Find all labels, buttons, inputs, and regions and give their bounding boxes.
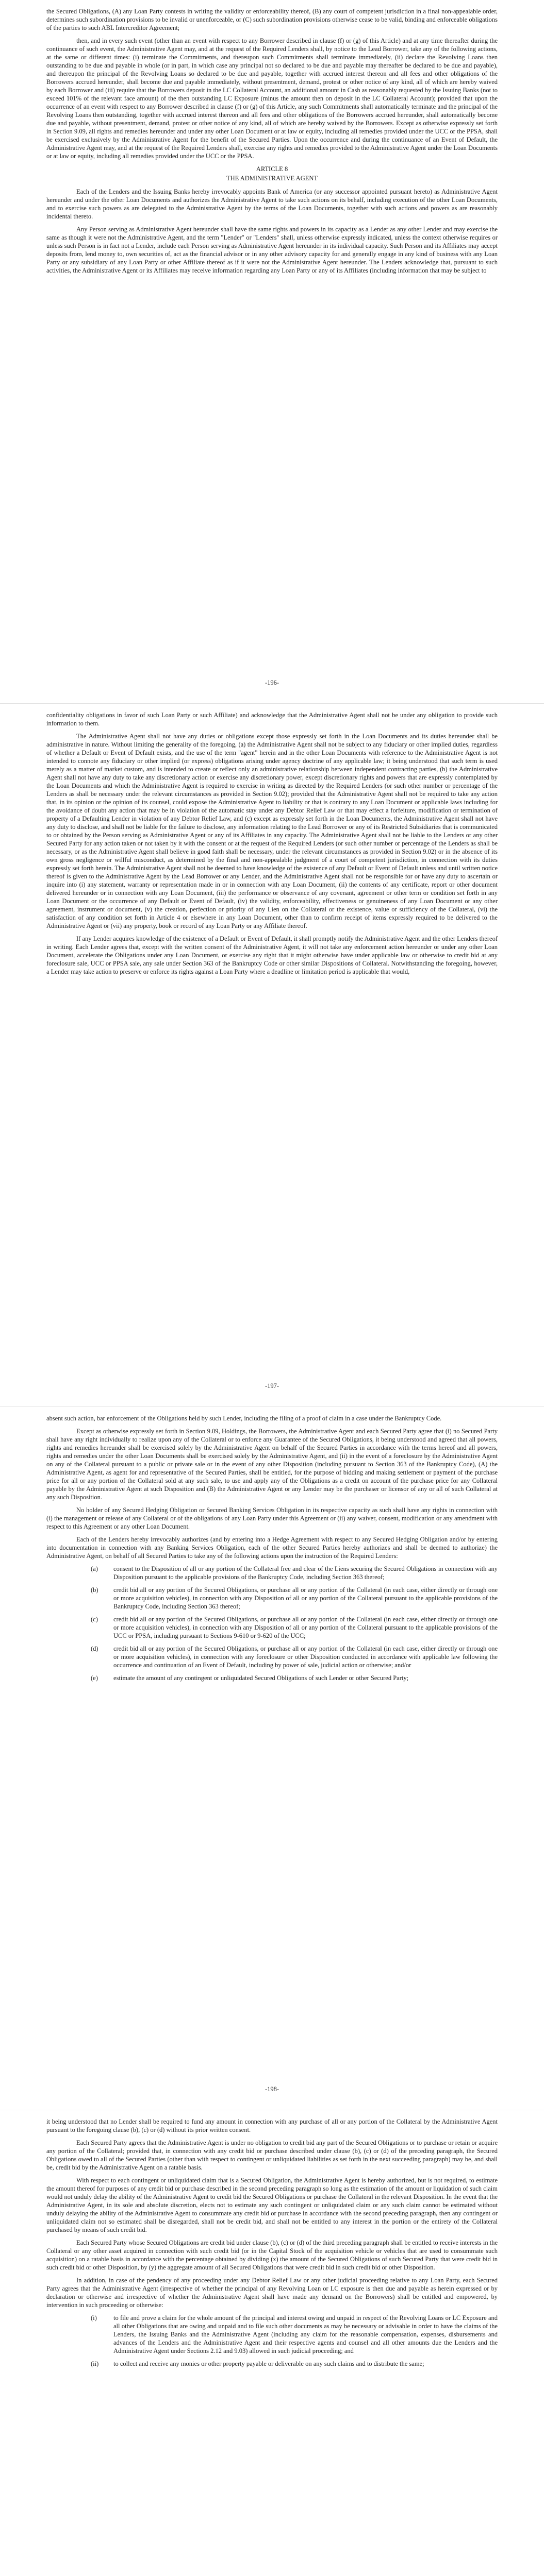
clause-item [46,2360,498,2368]
clause-marker: (b) [91,1586,98,1594]
clause-marker: (i) [91,2314,97,2321]
paragraph: Any Person serving as Administrative Agent hereunder shall have the same rights and powers in its capacity as a Lender as any other Lender and may exercise the same as though it were not the Administrative Agent, and the term "Lender" or "Lenders" shall, unless otherwise expressly indicated, unless the context otherwise requires or unless such Person is in fact not a Lender, include each Person serving as Administrative Agent hereunder in its individual capacity. Such Person and its Affiliates may accept deposits from, lend money to, own securities of, act as the financial advisor or in any other advisory capacity for and generally engage in any kind of business with any Loan Party or any subsidiary of any Loan Party or other Affiliate thereof as if it were not the Administrative Agent hereunder. The Lenders acknowledge that, pursuant to such activities, the Administrative Agent or its Affiliates may receive information regarding any Loan Party or any of its Affiliates (including information that may be subject to [46,226,498,274]
paragraph: If any Lender acquires knowledge of the existence of a Default or Event of Default, it shall promptly notify the Administrative Agent and the other Lenders thereof in writing. Each Lender agrees that, except with the written consent of the Administrative Agent, it will not take any enforcement action hereunder or under any other Loan Document, accelerate the Obligations under any Loan Document, or exercise any right that it might otherwise have under applicable law or otherwise to credit bid at any foreclosure sale, UCC or PPSA sale, any sale under Section 363 of the Bankruptcy Code or other similar Dispositions of Collateral. Notwithstanding the foregoing, however, a Lender may take action to preserve or enforce its rights against a Loan Party where a deadline or limitation period is applicable that would, [46,935,498,975]
clause-item [46,1674,498,1682]
clause-text: credit bid all or any portion of the Secured Obligations, or purchase all or any portion of the Collateral (in each case, either directly or through one or more acquisition vehicles), in connection with any Disposition of all or any portion of the Collateral pursuant to the applicable provisions of the UCC or PPSA, including pursuant to Sections 9-610 or 9-620 of the UCC; [113,1616,498,1639]
paragraph: In addition, in case of the pendency of any proceeding under any Debtor Relief Law or any other judicial proceeding relative to any Loan Party, each Secured Party agrees that the Administrative Agent (irrespective of whether the principal of any Revolving Loan or LC exposure is then due and payable as herein expressed or by declaration or otherwise and irrespective of whether the Administrative Agent shall have made any demand on the Borrowers) shall be entitled and empowered, by intervention in such proceeding or otherwise: [46,2277,498,2309]
page-number: -198- [265,2086,279,2093]
article-title: THE ADMINISTRATIVE AGENT [226,175,318,182]
clause-text: credit bid all or any portion of the Secured Obligations, or purchase all or any portion of the Collateral (in each case, either directly or through one or more acquisition vehicles), in connection with any Disposition of all or any portion of the Collateral pursuant to the applicable provisions of the Bankruptcy Code, including Section 363 thereof; [113,1586,498,1610]
paragraph: With respect to each contingent or unliquidated claim that is a Secured Obligation, the Administrative Agent is hereby authorized, but is not required, to estimate the amount thereof for purposes of any credit bid or purchase described in the second preceding paragraph so long as the estimation of the amount or liquidation of such claim would not unduly delay the ability of the Administrative Agent to credit bid the Secured Obligations or purchase the Collateral in the relevant Disposition. In the event that the Administrative Agent, in its sole and absolute discretion, elects not to estimate any such contingent or unliquidated claim or any such claim cannot be estimated without unduly delaying the ability of the Administrative Agent to consummate any credit bid or purchase in accordance with the second preceding paragraph, then any contingent or unliquidated claim not so estimated shall be disregarded, shall not be credit bid, and shall not be entitled to any interest in the portion or the entirety of the Collateral purchased by means of such credit bid. [46,2177,498,2233]
clause-text: to collect and receive any monies or other property payable or deliverable on any such claims and to distribute the same; [113,2360,424,2367]
paragraph: Each Secured Party agrees that the Administrative Agent is under no obligation to credit bid any part of the Secured Obligations or to purchase or retain or acquire any portion of the Collateral; provided that, in connection with any credit bid or purchase described under clause (b), (c) or (d) of the preceding paragraph, the Secured Obligations owed to all of the Secured Parties (other than with respect to contingent or unliquidated liabilities as set forth in the next succeeding paragraph) may be, and shall be, credit bid by the Administrative Agent on a ratable basis. [46,2139,498,2171]
paragraph: Each of the Lenders hereby irrevocably authorizes (and by entering into a Hedge Agreement with respect to any Secured Hedging Obligation and/or by entering into documentation in connection with any Banking Services Obligation, each of the other Secured Parties hereby authorizes and shall be deemed to authorize) the Administrative Agent, on behalf of all Secured Parties to take any of the following actions upon the instruction of the Required Lenders: [46,1536,498,1560]
clause-text: estimate the amount of any contingent or unliquidated Secured Obligations of such Lender or other Secured Party; [113,1674,409,1682]
clause-item [46,1615,498,1640]
clause-item [46,1586,498,1611]
document-page-198 [0,1406,544,2110]
paragraph: Each of the Lenders and the Issuing Banks hereby irrevocably appoints Bank of America (or any successor appointed pursuant hereto) as Administrative Agent hereunder and under the other Loan Documents and authorizes the Administrative Agent to take such actions on its behalf, including execution of the other Loan Documents, and to exercise such powers as are delegated to the Administrative Agent by the terms of the Loan Documents, together with such actions and powers as are reasonably incidental thereto. [46,188,498,220]
clause-marker: (ii) [91,2360,99,2367]
paragraph: absent such action, bar enforcement of the Obligations held by such Lender, including the filing of a proof of claim in a case under the Bankruptcy Code. [46,1415,442,1422]
document-page-196 [0,0,544,703]
clause-marker: (e) [91,1674,98,1682]
clause-item [46,2314,498,2355]
page-number: -197- [265,1382,279,1389]
clause-marker: (c) [91,1616,98,1623]
clause-text: consent to the Disposition of all or any portion of the Collateral free and clear of the Liens securing the Secured Obligations in connection with any Disposition pursuant to the applicable provisions of the Bankruptcy Code, including Section 363 thereof; [113,1565,498,1581]
paragraph: it being understood that no Lender shall be required to fund any amount in connection with any purchase of all or any portion of the Collateral by the Administrative Agent pursuant to the foregoing clause (b), (c) or (d) without its prior written consent. [46,2118,498,2133]
clause-text: credit bid all or any portion of the Secured Obligations, or purchase all or any portion of the Collateral (in each case, either directly or through one or more acquisition vehicles), in connection with any foreclosure or other Disposition conducted in accordance with applicable law following the occurrence and continuation of an Event of Default, including by power of sale, judicial action or otherwise; and/or [113,1645,498,1669]
clause-marker: (d) [91,1645,98,1652]
clause-item [46,1645,498,1669]
page-number: -196- [265,679,279,686]
paragraph: the Secured Obligations, (A) any Loan Party contests in writing the validity or enforceability thereof, (B) any court of competent jurisdiction in a final non-appealable order, determines such subordination provisions to be invalid or unenforceable, or (C) such subordination provisions otherwise cease to be valid, binding and enforceable obligations of the parties to such ABL Intercreditor Agreement; [46,8,498,31]
paragraph: confidentiality obligations in favor of such Loan Party or such Affiliate) and acknowledge that the Administrative Agent shall not be under any obligation to provide such information to them. [46,711,498,727]
article-heading: ARTICLE 8 [256,165,288,173]
document-page-197 [0,703,544,1406]
clause-item [46,1565,498,1581]
paragraph: then, and in every such event (other than an event with respect to any Borrower described in clause (f) or (g) of this Article) and at any time thereafter during the continuance of such event, the Administrative Agent may, and at the request of the Required Lenders shall, by notice to the Lead Borrower, take any of the following actions, at the same or different times: (i) terminate the Commitments, and thereupon such Commitments shall terminate immediately, (ii) declare the Revolving Loans then outstanding to be due and payable in whole (or in part, in which case any principal not so declared to be due and payable may thereafter be declared to be due and payable), and thereupon the principal of the Revolving Loans so declared to be due and payable, together with accrued interest thereon and all fees and other obligations of the Borrowers accrued hereunder, shall become due and payable immediately, without presentment, demand, protest or other notice of any kind, all of which are hereby waived by each Borrower and (iii) require that the Borrowers deposit in the LC Collateral Account, an additional amount in Cash as reasonably requested by the Issuing Banks (not to exceed 101% of the relevant face amount) of the then outstanding LC Exposure (minus the amount then on deposit in the LC Collateral Account); provided that upon the occurrence of an event with respect to any Borrower described in clause (f) or (g) of this Article, any such Commitments shall automatically terminate and the principal of the Revolving Loans then outstanding, together with accrued interest thereon and all fees and other obligations of the Borrowers accrued hereunder, shall automatically become due and payable, without presentment, demand, protest or other notice of any kind, all of which are hereby waived by the Borrowers. Except as otherwise expressly set forth in Section 9.09, all rights and remedies hereunder and under any other Loan Document or at law or equity, including all remedies provided under the UCC or the PPSA, shall be exercised exclusively by the Administrative Agent for the benefit of the Secured Parties. Upon the occurrence and during the continuance of an Event of Default, the Administrative Agent may, and at the request of the Required Lenders shall, exercise any rights and remedies provided to the Administrative Agent under the Loan Documents or at law or equity, including all remedies provided under the UCC or the PPSA. [46,37,498,160]
clause-marker: (a) [91,1565,98,1572]
paragraph: Except as otherwise expressly set forth in Section 9.09, Holdings, the Borrowers, the Administrative Agent and each Secured Party agree that (i) no Secured Party shall have any right individually to realize upon any of the Collateral or to enforce any Guarantee of the Secured Obligations, it being understood and agreed that all powers, rights and remedies hereunder shall be exercised solely by the Administrative Agent on behalf of the Secured Parties in accordance with the terms hereof and all powers, rights and remedies under the other Loan Documents shall be exercised solely by the Administrative Agent, and (ii) in the event of a foreclosure by the Administrative Agent on any of the Collateral pursuant to a public or private sale or in the event of any other Disposition (including pursuant to Section 363 of the Bankruptcy Code), (A) the Administrative Agent, as agent for and representative of the Secured Parties, shall be entitled, for the purpose of bidding and making settlement or payment of the purchase price for all or any portion of the Collateral sold at any such sale, to use and apply any of the Obligations as a credit on account of the purchase price for any Collateral payable by the Administrative Agent at such Disposition and (B) the Administrative Agent or any Lender may be the purchaser or licensor of any or all of such Collateral at any such Disposition. [46,1428,498,1501]
paragraph: Each Secured Party whose Secured Obligations are credit bid under clause (b), (c) or (d) of the third preceding paragraph shall be entitled to receive interests in the Collateral or any other asset acquired in connection with such credit bid (or in the Capital Stock of the acquisition vehicle or vehicles that are used to consummate such acquisition) on a ratable basis in accordance with the percentage obtained by dividing (x) the amount of the Secured Obligations of such Secured Party that were credit bid in such credit bid or other Disposition, by (y) the aggregate amount of all Secured Obligations that were credit bid in such credit bid or other Disposition. [46,2239,498,2271]
document-page-199 [0,2110,544,2576]
clause-text: to file and prove a claim for the whole amount of the principal and interest owing and unpaid in respect of the Revolving Loans or LC Exposure and all other Obligations that are owing and unpaid and to file such other documents as may be necessary or advisable in order to have the claims of the Lenders, the Issuing Banks and the Administrative Agent (including any claim for the reasonable compensation, expenses, disbursements and advances of the Lenders and the Administrative Agent and their respective agents and counsel and all other amounts due the Lenders and the Administrative Agent under Sections 2.12 and 9.03) allowed in such judicial proceeding; and [113,2314,498,2354]
paragraph: The Administrative Agent shall not have any duties or obligations except those expressly set forth in the Loan Documents and its duties hereunder shall be administrative in nature. Without limiting the generality of the foregoing, (a) the Administrative Agent shall not be subject to any fiduciary or other implied duties, regardless of whether a Default or Event of Default exists, and the use of the term "agent" herein and in the other Loan Documents with reference to the Administrative Agent is not intended to connote any fiduciary or other implied (or express) obligations arising under agency doctrine of any applicable law; it being understood that such term is used merely as a matter of market custom, and is intended to create or reflect only an administrative relationship between independent contracting parties, (b) the Administrative Agent shall not have any duty to take any discretionary action or exercise any discretionary power, except discretionary rights and powers that are expressly contemplated by the Loan Documents and which the Administrative Agent is required to exercise in writing as directed by the Required Lenders (or such other number or percentage of the Lenders as shall be necessary under the relevant circumstances as provided in Section 9.02); provided that the Administrative Agent shall not be required to take any action that, in its opinion or the opinion of its counsel, could expose the Administrative Agent to liability or that is contrary to any Loan Document or applicable laws including for the avoidance of doubt any action that may be in violation of the automatic stay under any Debtor Relief Law or that may effect a forfeiture, modification or termination of property of a Defaulting Lender in violation of any Debtor Relief Law, and (c) except as expressly set forth in the Loan Documents, the Administrative Agent shall not have any duty to disclose, and shall not be liable for the failure to disclose, any information relating to the Lead Borrower or any of its Restricted Subsidiaries that is communicated to or obtained by the Person serving as Administrative Agent or any of its Affiliates in any capacity. The Administrative Agent shall not be liable to the Lenders or any other Secured Party for any action taken or not taken by it with the consent or at the request of the Required Lenders (or such other number or percentage of the Lenders as shall be necessary, or as the Administrative Agent shall believe in good faith shall be necessary, under the relevant circumstances as provided in Section 9.02) or in the absence of its own gross negligence or willful misconduct, as determined by the final and non-appealable judgment of a court of competent jurisdiction, in connection with its duties expressly set forth herein. The Administrative Agent shall not be deemed to have knowledge of the existence of any Default or Event of Default unless and until written notice thereof is given to the Administrative Agent by the Lead Borrower or any Lender, and the Administrative Agent shall not be responsible for or have any duty to ascertain or inquire into (i) any statement, warranty or representation made in or in connection with any Loan Document, (ii) the contents of any certificate, report or other document delivered hereunder or in connection with any Loan Document, (iii) the performance or observance of any covenant, agreement or other term or condition set forth in any Loan Document or the occurrence of any Default or Event of Default, (iv) the validity, enforceability, effectiveness or genuineness of any Loan Document or any other agreement, instrument or document, (v) the creation, perfection or priority of any Lien on the Collateral or the existence, value or sufficiency of the Collateral, (vi) the satisfaction of any condition set forth in Article 4 or elsewhere in any Loan Document, other than to confirm receipt of items expressly required to be delivered to the Administrative Agent or (vii) any property, book or record of any Loan Party or any Affiliate thereof. [46,733,498,929]
paragraph: No holder of any Secured Hedging Obligation or Secured Banking Services Obligation in its respective capacity as such shall have any rights in connection with (i) the management or release of any Collateral or of the obligations of any Loan Party under this Agreement or (ii) any waiver, consent, modification or any amendment with respect to this Agreement or any other Loan Document. [46,1506,498,1530]
